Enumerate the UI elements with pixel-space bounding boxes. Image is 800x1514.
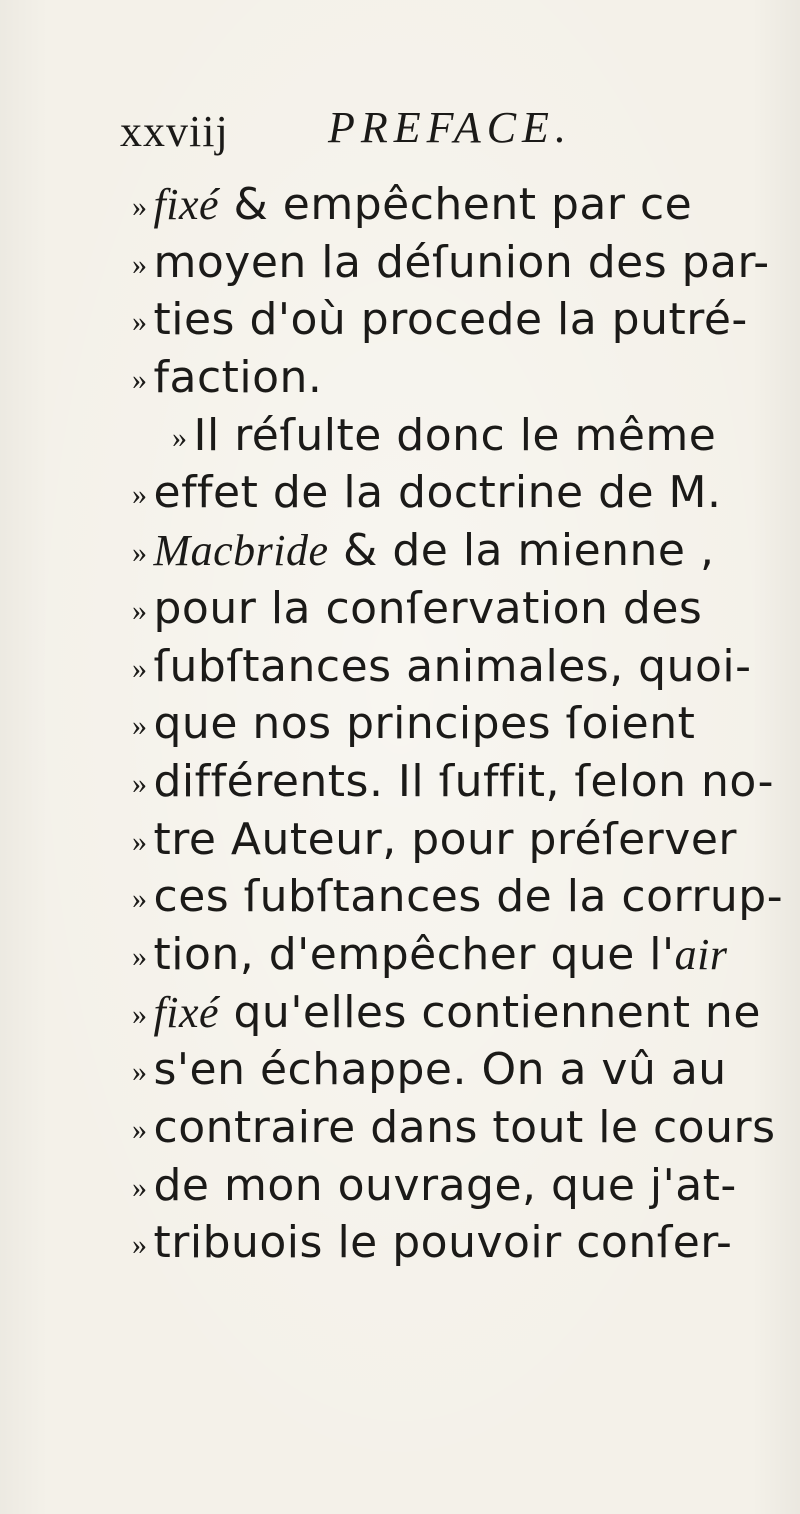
text-line <box>132 407 772 465</box>
page-header <box>120 100 740 160</box>
text-line <box>132 695 772 753</box>
text-segment: ties d'où procede la putré- <box>153 294 748 346</box>
text-line <box>132 234 772 292</box>
italic-text: air <box>674 929 728 979</box>
text-line <box>132 868 784 926</box>
quotation-mark: » <box>132 709 148 743</box>
text-segment: différents. Il ſuffit, ſelon no- <box>153 755 775 807</box>
quotation-mark: » <box>132 824 148 858</box>
italic-text: fixé <box>153 180 220 229</box>
text-line <box>132 464 772 522</box>
quotation-mark: » <box>132 305 148 339</box>
text-line <box>132 1157 772 1215</box>
quotation-mark: » <box>132 247 148 281</box>
quotation-mark: » <box>172 420 188 454</box>
page-number: xxviij <box>120 107 229 156</box>
text-line <box>132 580 772 638</box>
quotation-mark: » <box>132 593 148 627</box>
text-line <box>132 522 772 580</box>
quotation-mark: » <box>132 1228 148 1262</box>
text-line <box>132 753 775 811</box>
text-segment: & empêchent par ce <box>219 179 693 230</box>
text-line <box>132 291 772 349</box>
text-line <box>132 1041 772 1099</box>
text-segment: moyen la déſunion des par- <box>153 236 770 288</box>
text-segment: tre Auteur, pour préſerver <box>153 813 737 865</box>
quotation-mark: » <box>132 190 148 223</box>
text-line <box>132 176 772 234</box>
text-segment: Il réſulte donc le même <box>193 409 717 461</box>
text-line <box>132 1099 776 1157</box>
italic-text: Macbride <box>153 526 329 576</box>
text-segment: ſubſtances animales, quoi- <box>153 640 752 692</box>
italic-text: fixé <box>153 987 220 1037</box>
quotation-mark: » <box>132 939 148 973</box>
text-line <box>132 984 772 1042</box>
text-segment: qu'elles contiennent ne <box>219 986 761 1038</box>
running-head: PREFACE. <box>328 103 572 152</box>
text-line <box>132 1214 772 1272</box>
text-line <box>132 638 772 696</box>
text-segment: tion, d'empêcher que l' <box>153 928 675 980</box>
text-segment: s'en échappe. On a vû au <box>153 1044 727 1096</box>
quotation-mark: » <box>132 766 148 800</box>
quotation-mark: » <box>132 478 148 512</box>
quotation-mark: » <box>132 882 148 916</box>
text-segment: faction. <box>153 352 323 404</box>
text-segment: contraire dans tout le cours <box>153 1102 776 1153</box>
body-text <box>132 176 784 1272</box>
text-segment: pour la conſervation des <box>153 582 703 634</box>
quotation-mark: » <box>132 1055 148 1089</box>
text-segment: que nos principes ſoient <box>153 698 696 750</box>
quotation-mark: » <box>132 363 148 397</box>
text-line <box>132 349 772 407</box>
text-segment: ces ſubſtances de la corrup- <box>153 871 784 923</box>
quotation-mark: » <box>132 651 148 685</box>
quotation-mark: » <box>132 536 148 570</box>
text-segment: tribuois le pouvoir conſer- <box>153 1217 733 1269</box>
quotation-mark: » <box>132 1113 148 1146</box>
text-segment: & de la mienne , <box>328 525 715 577</box>
quotation-mark: » <box>132 1170 148 1204</box>
quotation-mark: » <box>132 997 148 1031</box>
text-segment: effet de la doctrine de M. <box>153 467 722 519</box>
text-line <box>132 811 772 869</box>
text-line <box>132 926 772 984</box>
text-segment: de mon ouvrage, que j'at- <box>153 1159 737 1211</box>
